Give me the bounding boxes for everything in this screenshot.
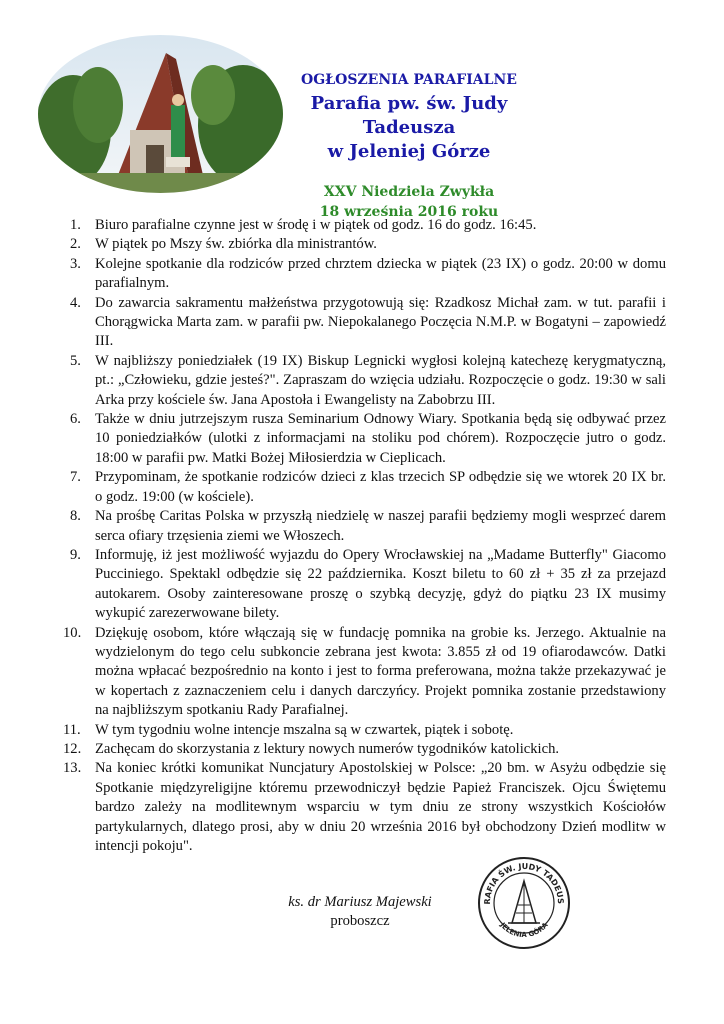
church-photo	[38, 35, 283, 193]
parish-name: Parafia pw. św. Judy Tadeusza	[310, 92, 508, 138]
notice-item: 11. W tym tygodniu wolne intencje mszalna są w czwartek, piątek i sobotę.	[63, 721, 514, 738]
pastor-title: proboszcz	[330, 913, 390, 929]
notice-item: 13. Na koniec krótki komunikat Nuncjatury Apostolskiej w Polsce: „20 bm. w Asyżu odbędzie się Spotkanie międzyreligijne któremu przewodniczył będzie Papież Franciszek. Ojcu Świętemu bardzo zależy na modlitewnym wsparciu w tym dniu ze strony wszystkich Kościołów partykularnych, dlatego prosi, aby w dniu 20 września 2016 był obchodzony Dzień modlitw w intencji pokoju".	[63, 760, 666, 854]
notice-item: 1. Biuro parafialne czynne jest w środę i w piątek od godz. 16 do godz. 16:45.	[70, 217, 537, 233]
notice-item: 5. W najbliższy poniedziałek (19 IX) Biskup Legnicki wygłosi kolejną katechezę kerygmatyczną, pt.: „Człowieku, gdzie jesteś?". Zapraszam do wzięcia udziału. Rozpoczęcie o godz. 19:30 w sali Arka przy kościele św. Jana Apostoła i Ewangelisty na Zabobrzu III.	[70, 352, 666, 408]
notice-item: 4. Do zawarcia sakramentu małżeństwa przygotowują się: Rzadkosz Michał zam. w tut. parafii i Chorągwicka Marta zam. w parafii pw. Niepokalanego Poczęcia N.M.P. w Bogatyni – zapowiedź III.	[70, 294, 666, 350]
stamp-bottom-text: JELENIA GÓRA	[498, 921, 550, 940]
announcement-date: 18 września 2016 roku	[319, 203, 499, 220]
pastor-name: ks. dr Mariusz Majewski	[288, 894, 432, 910]
notice-item: 12. Zachęcam do skorzystania z lektury nowych numerów tygodników katolickich.	[63, 740, 560, 757]
svg-text:PARAFIA ŚW. JUDY TADEUSZA	[476, 855, 565, 905]
header-block	[296, 72, 522, 222]
notice-item: 3. Kolejne spotkanie dla rodziców przed chrztem dziecka w piątek (23 IX) o godz. 20:00 w domu parafialnym.	[70, 255, 666, 292]
parish-city: w Jeleniej Górze	[327, 140, 491, 162]
parish-stamp-icon	[476, 855, 572, 951]
signature-block	[280, 893, 440, 931]
liturgical-sunday: XXV Niedziela Zwykła	[323, 183, 495, 200]
notice-item: 9. Informuję, iż jest możliwość wyjazdu do Opery Wrocławskiej na „Madame Butterfly" Giacomo Pucciniego. Spektakl odbędzie się 22 października. Koszt biletu to 60 zł + 35 zł za przejazd autokarem. Osoby zainteresowane proszę o szybką decyzję, gdyż do piątku 23 IX musimy wykupić zarezerwowane bilety.	[70, 546, 666, 622]
notice-item: 2. W piątek po Mszy św. zbiórka dla ministrantów.	[70, 236, 377, 253]
notices-list	[63, 216, 666, 856]
notice-item: 6. Także w dniu jutrzejszym rusza Seminarium Odnowy Wiary. Spotkania będą się odbywać przez 10 poniedziałków (ulotki z informacjami na stoliku pod chórem). Rozpoczęcie jutro o godz. 18:00 w parafii pw. Matki Bożej Miłosierdzia w Cieplicach.	[70, 411, 666, 466]
notice-item: 8. Na prośbę Caritas Polska w przyszłą niedzielę w naszej parafii będziemy mogli wesprzeć darem serca ofiary trzęsienia ziemi we Włoszech.	[70, 508, 666, 544]
notice-item: 10. Dziękuję osobom, które włączają się w fundację pomnika na grobie ks. Jerzego. Aktualnie na wydzielonym do tego celu subkoncie zebrana jest kwota: 3.855 zł od 19 ofiarodawców. Datki można wpłacać bezpośrednio na konto i jest to forma preferowana, można także przekazywać je w kopertach z zaznaczeniem celu i danych darczyńcy. Projekt pomnika zostanie przedstawiony na najbliższym spotkaniu Rady Parafialnej.	[63, 624, 666, 719]
notice-item: 7. Przypominam, że spotkanie rodziców dzieci z klas trzecich SP odbędzie się we wtorek 20 IX br. o godz. 19:00 (w kościele).	[70, 469, 666, 505]
stamp-top-text: RAFIA ŚW. JUDY TADEUS	[482, 861, 566, 905]
announcements-title: OGŁOSZENIA PARAFIALNE	[301, 72, 517, 88]
